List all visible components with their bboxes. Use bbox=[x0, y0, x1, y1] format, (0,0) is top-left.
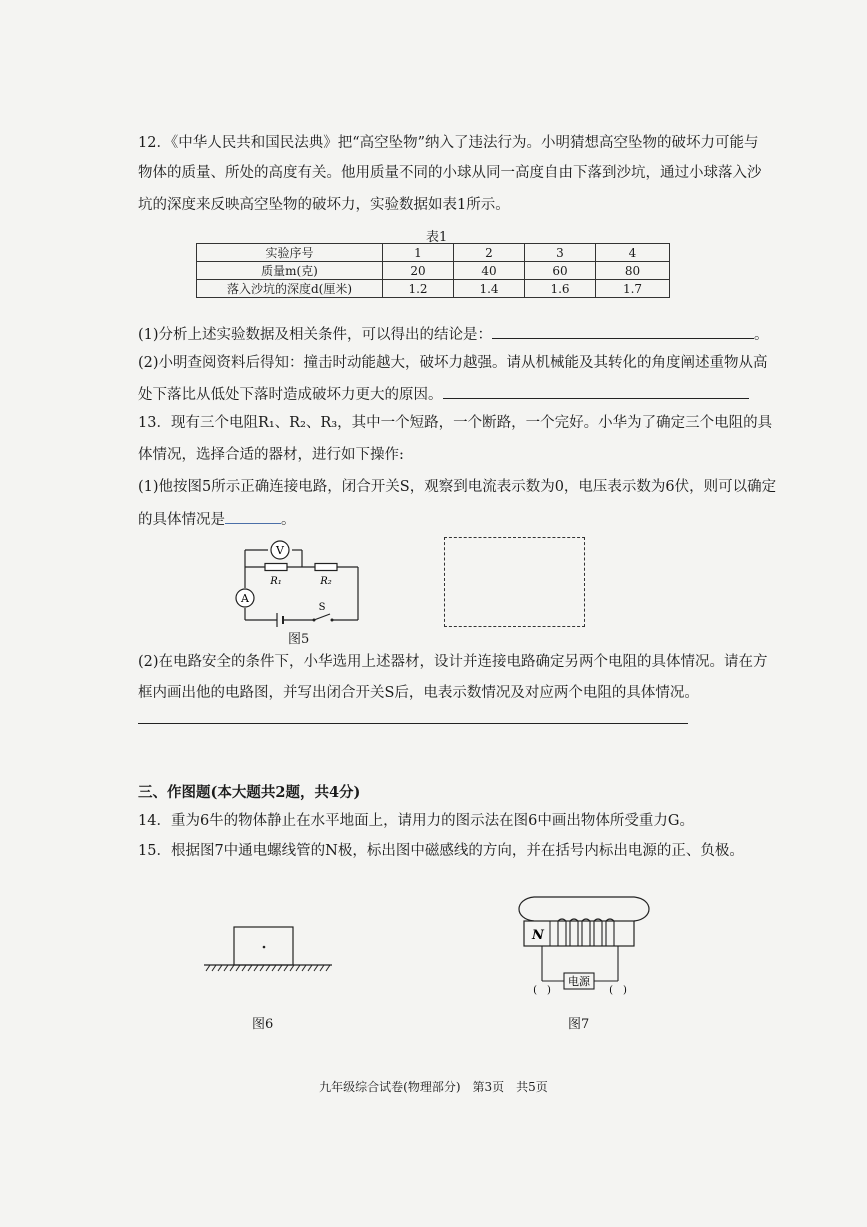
table-cell: 1.7 bbox=[596, 280, 670, 298]
left-polarity-bracket[interactable]: ( ) bbox=[533, 985, 551, 996]
table-row bbox=[197, 280, 670, 298]
circuit-drawing-box[interactable] bbox=[444, 537, 585, 627]
q13-part1-text: 的具体情况是 bbox=[138, 512, 225, 528]
r1-label: R₁ bbox=[270, 576, 282, 587]
q12-text-line1: 12．《中华人民共和国民法典》把“高空坠物”纳入了违法行为。小明猜想高空坠物的破坏力可能与 bbox=[138, 135, 759, 151]
table-cell: 1.4 bbox=[454, 280, 525, 298]
table-cell: 1.6 bbox=[525, 280, 596, 298]
table-cell: 1.2 bbox=[383, 280, 454, 298]
fig5-caption: 图5 bbox=[288, 632, 310, 647]
table-row bbox=[197, 244, 670, 262]
q13-part1-period: 。 bbox=[281, 512, 296, 528]
north-pole-label: N bbox=[532, 928, 544, 943]
right-polarity-bracket[interactable]: ( ) bbox=[609, 985, 627, 996]
table-cell: 3 bbox=[525, 244, 596, 262]
table-cell: 20 bbox=[383, 262, 454, 280]
q12-part1 bbox=[138, 323, 769, 345]
fig7-caption: 图7 bbox=[568, 1017, 590, 1032]
q14-text: 14．重为6牛的物体静止在水平地面上，请用力的图示法在图6中画出物体所受重力G。 bbox=[138, 813, 694, 829]
magnetic-field-line bbox=[519, 897, 649, 921]
section3-heading: 三、作图题(本大题共2题，共4分) bbox=[138, 784, 361, 801]
q12-text-line2: 物体的质量、所处的高度有关。他用质量不同的小球从同一高度自由下落到沙坑，通过小球落入沙 bbox=[138, 165, 762, 181]
q13-part2-line2: 框内画出他的电路图，并写出闭合开关S后，电表示数情况及对应两个电阻的具体情况。 bbox=[138, 685, 699, 701]
table-cell: 2 bbox=[454, 244, 525, 262]
q12-part2-answer-blank[interactable] bbox=[443, 383, 749, 399]
table-cell: 实验序号 bbox=[197, 244, 383, 262]
q13-part2-line1: (2)在电路安全的条件下，小华选用上述器材，设计并连接电路确定另两个电阻的具体情况。请在方 bbox=[138, 654, 768, 670]
q12-part2-text: 处下落比从低处下落时造成破坏力更大的原因。 bbox=[138, 387, 443, 403]
q15-text: 15．根据图7中通电螺线管的N极，标出图中磁感线的方向，并在括号内标出电源的正、负极。 bbox=[138, 843, 744, 859]
center-of-gravity-dot bbox=[263, 946, 266, 949]
ammeter-label: A bbox=[241, 592, 249, 605]
q12-part1-answer-blank[interactable] bbox=[492, 323, 754, 339]
table1-caption: 表1 bbox=[426, 230, 448, 245]
table-cell: 4 bbox=[596, 244, 670, 262]
table-row bbox=[197, 262, 670, 280]
table-cell: 质量m(克) bbox=[197, 262, 383, 280]
fig6-diagram bbox=[202, 925, 342, 975]
table-cell: 40 bbox=[454, 262, 525, 280]
fig7-diagram bbox=[514, 893, 654, 1003]
q13-part1-answer-blank[interactable] bbox=[225, 508, 281, 524]
q13-part1-line1: (1)他按图5所示正确连接电路，闭合开关S，观察到电流表示数为0，电压表示数为6伏，则可以确定 bbox=[138, 479, 777, 495]
q13-part2-answer-line[interactable] bbox=[138, 723, 688, 724]
q12-part2-line1: (2)小明查阅资料后得知：撞击时动能越大，破坏力越强。请从机械能及其转化的角度阐述重物从高 bbox=[138, 355, 768, 371]
table-cell: 60 bbox=[525, 262, 596, 280]
switch-label: S bbox=[318, 602, 326, 613]
r2-label: R₂ bbox=[320, 576, 332, 587]
q12-part1-period: 。 bbox=[754, 327, 769, 343]
q13-text-line2: 体情况，选择合适的器材，进行如下操作: bbox=[138, 447, 404, 463]
fig6-caption: 图6 bbox=[252, 1017, 274, 1032]
voltmeter-label: V bbox=[276, 544, 284, 557]
q12-part1-text: (1)分析上述实验数据及相关条件，可以得出的结论是： bbox=[138, 327, 493, 343]
q12-part2-line2 bbox=[138, 383, 749, 405]
page-footer: 九年级综合试卷(物理部分) 第3页 共5页 bbox=[319, 1080, 548, 1094]
table-cell: 80 bbox=[596, 262, 670, 280]
power-source-label: 电源 bbox=[568, 975, 590, 988]
q13-text-line1: 13．现有三个电阻R₁、R₂、R₃，其中一个短路，一个断路，一个完好。小华为了确定三个电阻的具 bbox=[138, 415, 773, 431]
table-cell: 落入沙坑的深度d(厘米) bbox=[197, 280, 383, 298]
q13-part1-line2 bbox=[138, 508, 296, 530]
table1 bbox=[196, 243, 670, 298]
q12-text-line3: 坑的深度来反映高空坠物的破坏力，实验数据如表1所示。 bbox=[138, 197, 510, 213]
table-cell: 1 bbox=[383, 244, 454, 262]
